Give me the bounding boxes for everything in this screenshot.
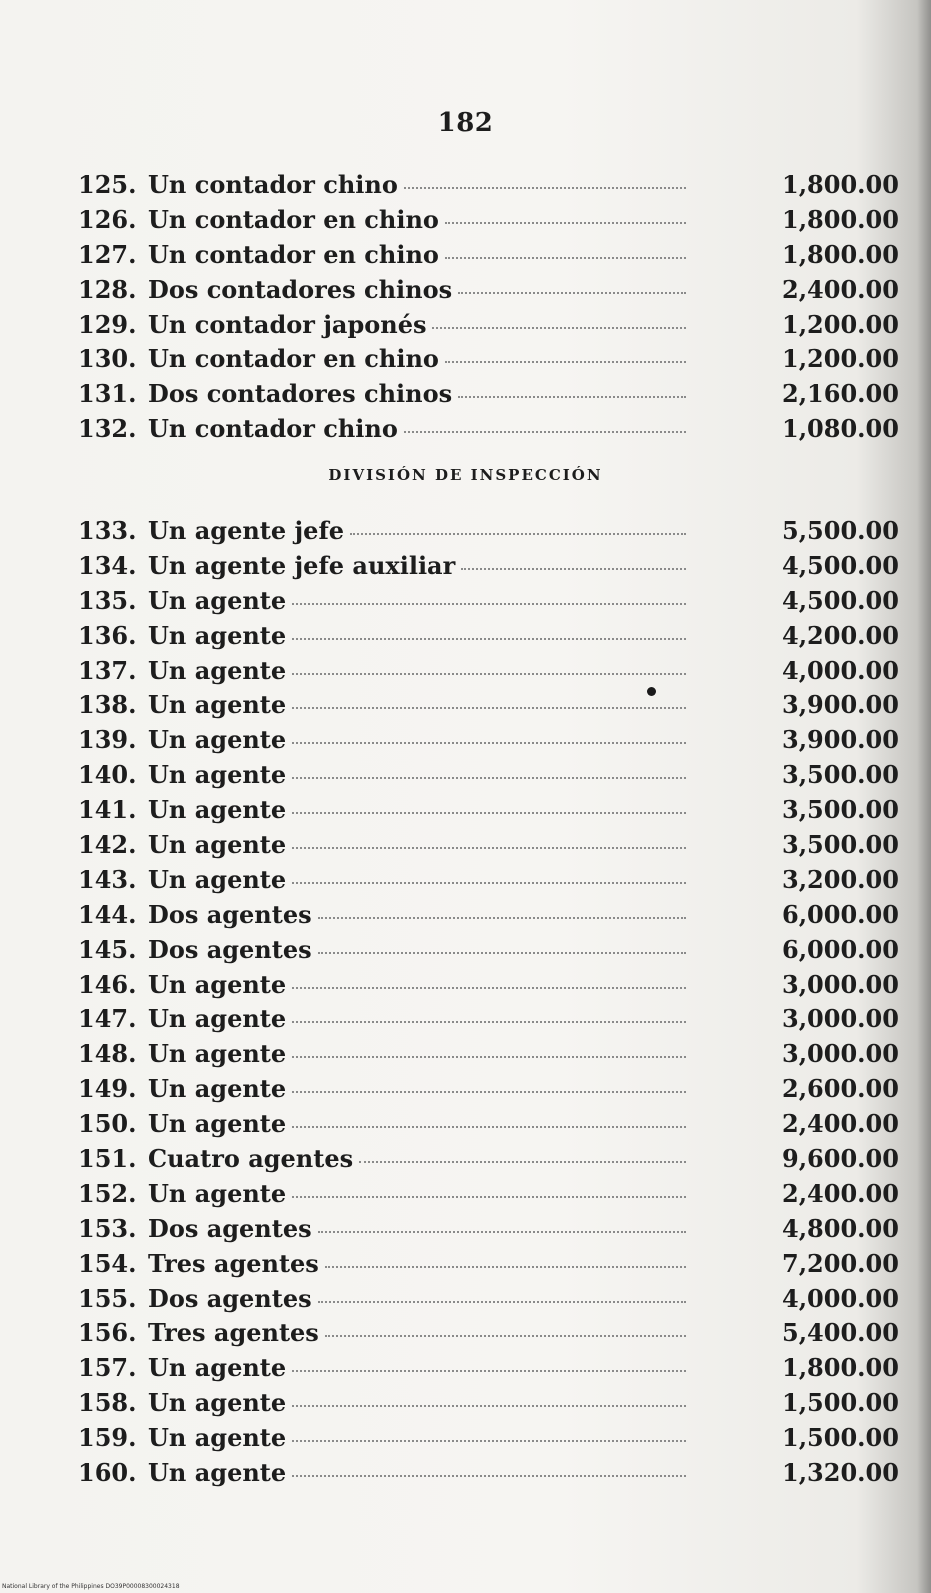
- list-item: [78, 1458, 899, 1493]
- item-amount: 3,500.00: [782, 795, 899, 825]
- item-amount: 3,000.00: [782, 1004, 899, 1034]
- item-description: Un agente jefe: [148, 516, 345, 545]
- dot-leader: [292, 810, 686, 814]
- item-description: Dos contadores chinos: [148, 379, 453, 409]
- list-item: [78, 969, 899, 1005]
- item-description: Un contador japonés: [148, 309, 427, 339]
- item-amount: 4,500.00: [782, 550, 899, 580]
- list-item: [78, 204, 899, 240]
- list-item: [78, 1213, 899, 1249]
- dot-leader: [318, 950, 686, 954]
- item-amount: 2,600.00: [782, 1074, 899, 1104]
- item-description: Tres agentes: [148, 1248, 319, 1278]
- list-item: [78, 760, 899, 795]
- dot-leader: [318, 1229, 686, 1233]
- item-amount: 1,200.00: [782, 309, 899, 339]
- list-item: [78, 1248, 899, 1284]
- item-number: 155.: [78, 1283, 137, 1313]
- list-item: [78, 1283, 899, 1319]
- dot-leader: [318, 1299, 686, 1303]
- item-amount: 1,800.00: [782, 204, 899, 234]
- dot-leader: [445, 220, 686, 224]
- dot-leader: [458, 394, 686, 398]
- item-number: 144.: [78, 899, 137, 929]
- item-amount: 3,000.00: [782, 969, 899, 999]
- dot-leader: [292, 1368, 686, 1372]
- item-amount: 5,400.00: [782, 1318, 899, 1348]
- dot-leader: [325, 1333, 686, 1337]
- list-item: [78, 899, 899, 935]
- item-amount: 4,800.00: [782, 1213, 899, 1243]
- list-item: [78, 379, 899, 414]
- dot-leader: [292, 601, 686, 605]
- item-description: Un agente: [148, 969, 287, 999]
- dot-leader: [292, 985, 686, 989]
- item-number: 160.: [78, 1458, 137, 1488]
- item-description: Dos agentes: [148, 899, 312, 929]
- dot-leader: [445, 255, 686, 259]
- item-amount: 4,200.00: [782, 620, 899, 650]
- item-number: 143.: [78, 864, 137, 894]
- dot-leader: [292, 1124, 686, 1128]
- item-number: 154.: [78, 1248, 137, 1278]
- item-amount: 1,080.00: [782, 414, 899, 444]
- item-description: Un agente: [148, 585, 287, 615]
- dot-leader: [292, 845, 686, 849]
- page-number: 182: [437, 108, 494, 138]
- item-description: Dos contadores chinos: [148, 274, 453, 304]
- dot-leader: [458, 290, 686, 294]
- item-description: Un agente: [148, 1423, 287, 1453]
- item-number: 125.: [78, 170, 137, 199]
- dot-leader: [318, 915, 686, 919]
- item-number: 132.: [78, 414, 137, 444]
- inspection-division-list: [78, 516, 899, 1493]
- list-item: [78, 239, 899, 275]
- item-amount: 1,200.00: [782, 344, 899, 374]
- item-number: 156.: [78, 1318, 137, 1348]
- item-number: 136.: [78, 620, 137, 650]
- item-number: 141.: [78, 795, 137, 825]
- dot-leader: [404, 429, 686, 433]
- item-number: 129.: [78, 309, 137, 339]
- list-item: [78, 585, 899, 621]
- item-amount: 3,200.00: [782, 864, 899, 894]
- item-description: Un contador en chino: [148, 239, 439, 269]
- dot-leader: [292, 1054, 686, 1058]
- item-description: Un agente: [148, 1039, 287, 1069]
- item-number: 158.: [78, 1388, 137, 1418]
- dot-leader: [445, 359, 686, 363]
- item-description: Un agente: [148, 864, 287, 894]
- list-item: [78, 725, 899, 760]
- dot-leader: [292, 1089, 686, 1093]
- dot-leader: [325, 1264, 686, 1268]
- item-number: 138.: [78, 690, 137, 720]
- item-description: Un agente: [148, 725, 287, 755]
- dot-leader: [292, 705, 686, 709]
- item-description: Un contador chino: [148, 170, 398, 199]
- item-number: 159.: [78, 1423, 137, 1453]
- item-number: 139.: [78, 725, 137, 755]
- list-item: [78, 1144, 899, 1179]
- section-title: DIVISIÓN DE INSPECCIÓN: [328, 466, 603, 484]
- list-item: [78, 1388, 899, 1423]
- item-number: 135.: [78, 585, 137, 615]
- item-description: Un agente jefe auxiliar: [148, 550, 456, 580]
- item-amount: 4,500.00: [782, 585, 899, 615]
- list-item: [78, 170, 899, 205]
- item-amount: 6,000.00: [782, 934, 899, 964]
- dot-leader: [432, 325, 686, 329]
- list-item: [78, 1004, 899, 1039]
- item-amount: 2,400.00: [782, 1178, 899, 1208]
- dot-leader: [292, 1438, 686, 1442]
- list-item: [78, 309, 899, 345]
- item-amount: 4,000.00: [782, 655, 899, 685]
- item-description: Dos agentes: [148, 934, 312, 964]
- item-amount: 1,320.00: [782, 1458, 899, 1488]
- item-number: 131.: [78, 379, 137, 409]
- item-number: 148.: [78, 1039, 137, 1069]
- dot-leader: [359, 1159, 686, 1163]
- list-item: [78, 1318, 899, 1353]
- item-amount: 3,900.00: [782, 725, 899, 755]
- item-description: Un contador chino: [148, 414, 398, 444]
- list-item: [78, 550, 899, 586]
- item-number: 127.: [78, 239, 137, 269]
- item-description: Un agente: [148, 1004, 287, 1034]
- dot-leader: [292, 1403, 686, 1407]
- dot-leader: [461, 566, 686, 570]
- item-number: 147.: [78, 1004, 137, 1034]
- dot-leader: [292, 671, 686, 675]
- item-description: Dos agentes: [148, 1283, 312, 1313]
- item-amount: 1,800.00: [782, 170, 899, 199]
- dot-leader: [292, 880, 686, 884]
- page-edge-shadow: [917, 0, 931, 1593]
- list-item: [78, 414, 899, 449]
- item-number: 128.: [78, 274, 137, 304]
- item-amount: 9,600.00: [782, 1144, 899, 1174]
- item-description: Dos agentes: [148, 1213, 312, 1243]
- item-description: Un contador en chino: [148, 344, 439, 374]
- scan-footer: National Library of the Philippines DO39P00008300024318: [2, 1583, 180, 1590]
- item-number: 140.: [78, 760, 137, 790]
- item-amount: 1,500.00: [782, 1388, 899, 1418]
- item-amount: 3,900.00: [782, 690, 899, 720]
- list-item: [78, 1353, 899, 1388]
- ink-blot: [647, 687, 656, 696]
- list-item: [78, 1423, 899, 1458]
- dot-leader: [292, 636, 686, 640]
- item-number: 134.: [78, 550, 137, 580]
- list-item: [78, 655, 899, 691]
- item-description: Un agente: [148, 830, 287, 860]
- list-item: [78, 1178, 899, 1214]
- item-number: 145.: [78, 934, 137, 964]
- item-number: 130.: [78, 344, 137, 374]
- dot-leader: [404, 185, 686, 189]
- dot-leader: [292, 775, 686, 779]
- item-amount: 2,400.00: [782, 274, 899, 304]
- item-amount: 2,160.00: [782, 379, 899, 409]
- item-number: 142.: [78, 830, 137, 860]
- item-amount: 2,400.00: [782, 1109, 899, 1139]
- item-description: Un agente: [148, 795, 287, 825]
- item-number: 133.: [78, 516, 137, 545]
- item-description: Un agente: [148, 1458, 287, 1488]
- item-amount: 3,000.00: [782, 1039, 899, 1069]
- item-amount: 7,200.00: [782, 1248, 899, 1278]
- list-item: [78, 1039, 899, 1074]
- item-number: 151.: [78, 1144, 137, 1174]
- item-number: 137.: [78, 655, 137, 685]
- item-number: 150.: [78, 1109, 137, 1139]
- item-description: Un agente: [148, 760, 287, 790]
- item-number: 149.: [78, 1074, 137, 1104]
- list-item: [78, 620, 899, 656]
- item-description: Un agente: [148, 1353, 287, 1383]
- list-item: [78, 830, 899, 865]
- item-description: Un agente: [148, 655, 287, 685]
- item-amount: 5,500.00: [782, 516, 899, 545]
- item-number: 157.: [78, 1353, 137, 1383]
- item-description: Tres agentes: [148, 1318, 319, 1348]
- item-number: 152.: [78, 1178, 137, 1208]
- item-description: Un agente: [148, 1109, 287, 1139]
- list-item: [78, 795, 899, 830]
- item-description: Un agente: [148, 1178, 287, 1208]
- list-item: [78, 274, 899, 310]
- item-description: Un contador en chino: [148, 204, 439, 234]
- dot-leader: [292, 1019, 686, 1023]
- item-description: Cuatro agentes: [148, 1144, 354, 1174]
- item-description: Un agente: [148, 620, 287, 650]
- item-number: 153.: [78, 1213, 137, 1243]
- list-item: [78, 690, 899, 725]
- item-amount: 4,000.00: [782, 1283, 899, 1313]
- list-item: [78, 516, 899, 551]
- item-amount: 1,800.00: [782, 239, 899, 269]
- accountant-list: [78, 170, 899, 449]
- item-amount: 3,500.00: [782, 830, 899, 860]
- item-amount: 1,800.00: [782, 1353, 899, 1383]
- list-item: [78, 934, 899, 970]
- list-item: [78, 1109, 899, 1144]
- item-number: 126.: [78, 204, 137, 234]
- item-amount: 3,500.00: [782, 760, 899, 790]
- item-description: Un agente: [148, 690, 287, 720]
- item-amount: 6,000.00: [782, 899, 899, 929]
- list-item: [78, 1074, 899, 1109]
- dot-leader: [292, 740, 686, 744]
- dot-leader: [292, 1473, 686, 1477]
- item-description: Un agente: [148, 1074, 287, 1104]
- list-item: [78, 864, 899, 900]
- item-amount: 1,500.00: [782, 1423, 899, 1453]
- item-number: 146.: [78, 969, 137, 999]
- dot-leader: [292, 1194, 686, 1198]
- dot-leader: [350, 531, 686, 535]
- list-item: [78, 344, 899, 379]
- item-description: Un agente: [148, 1388, 287, 1418]
